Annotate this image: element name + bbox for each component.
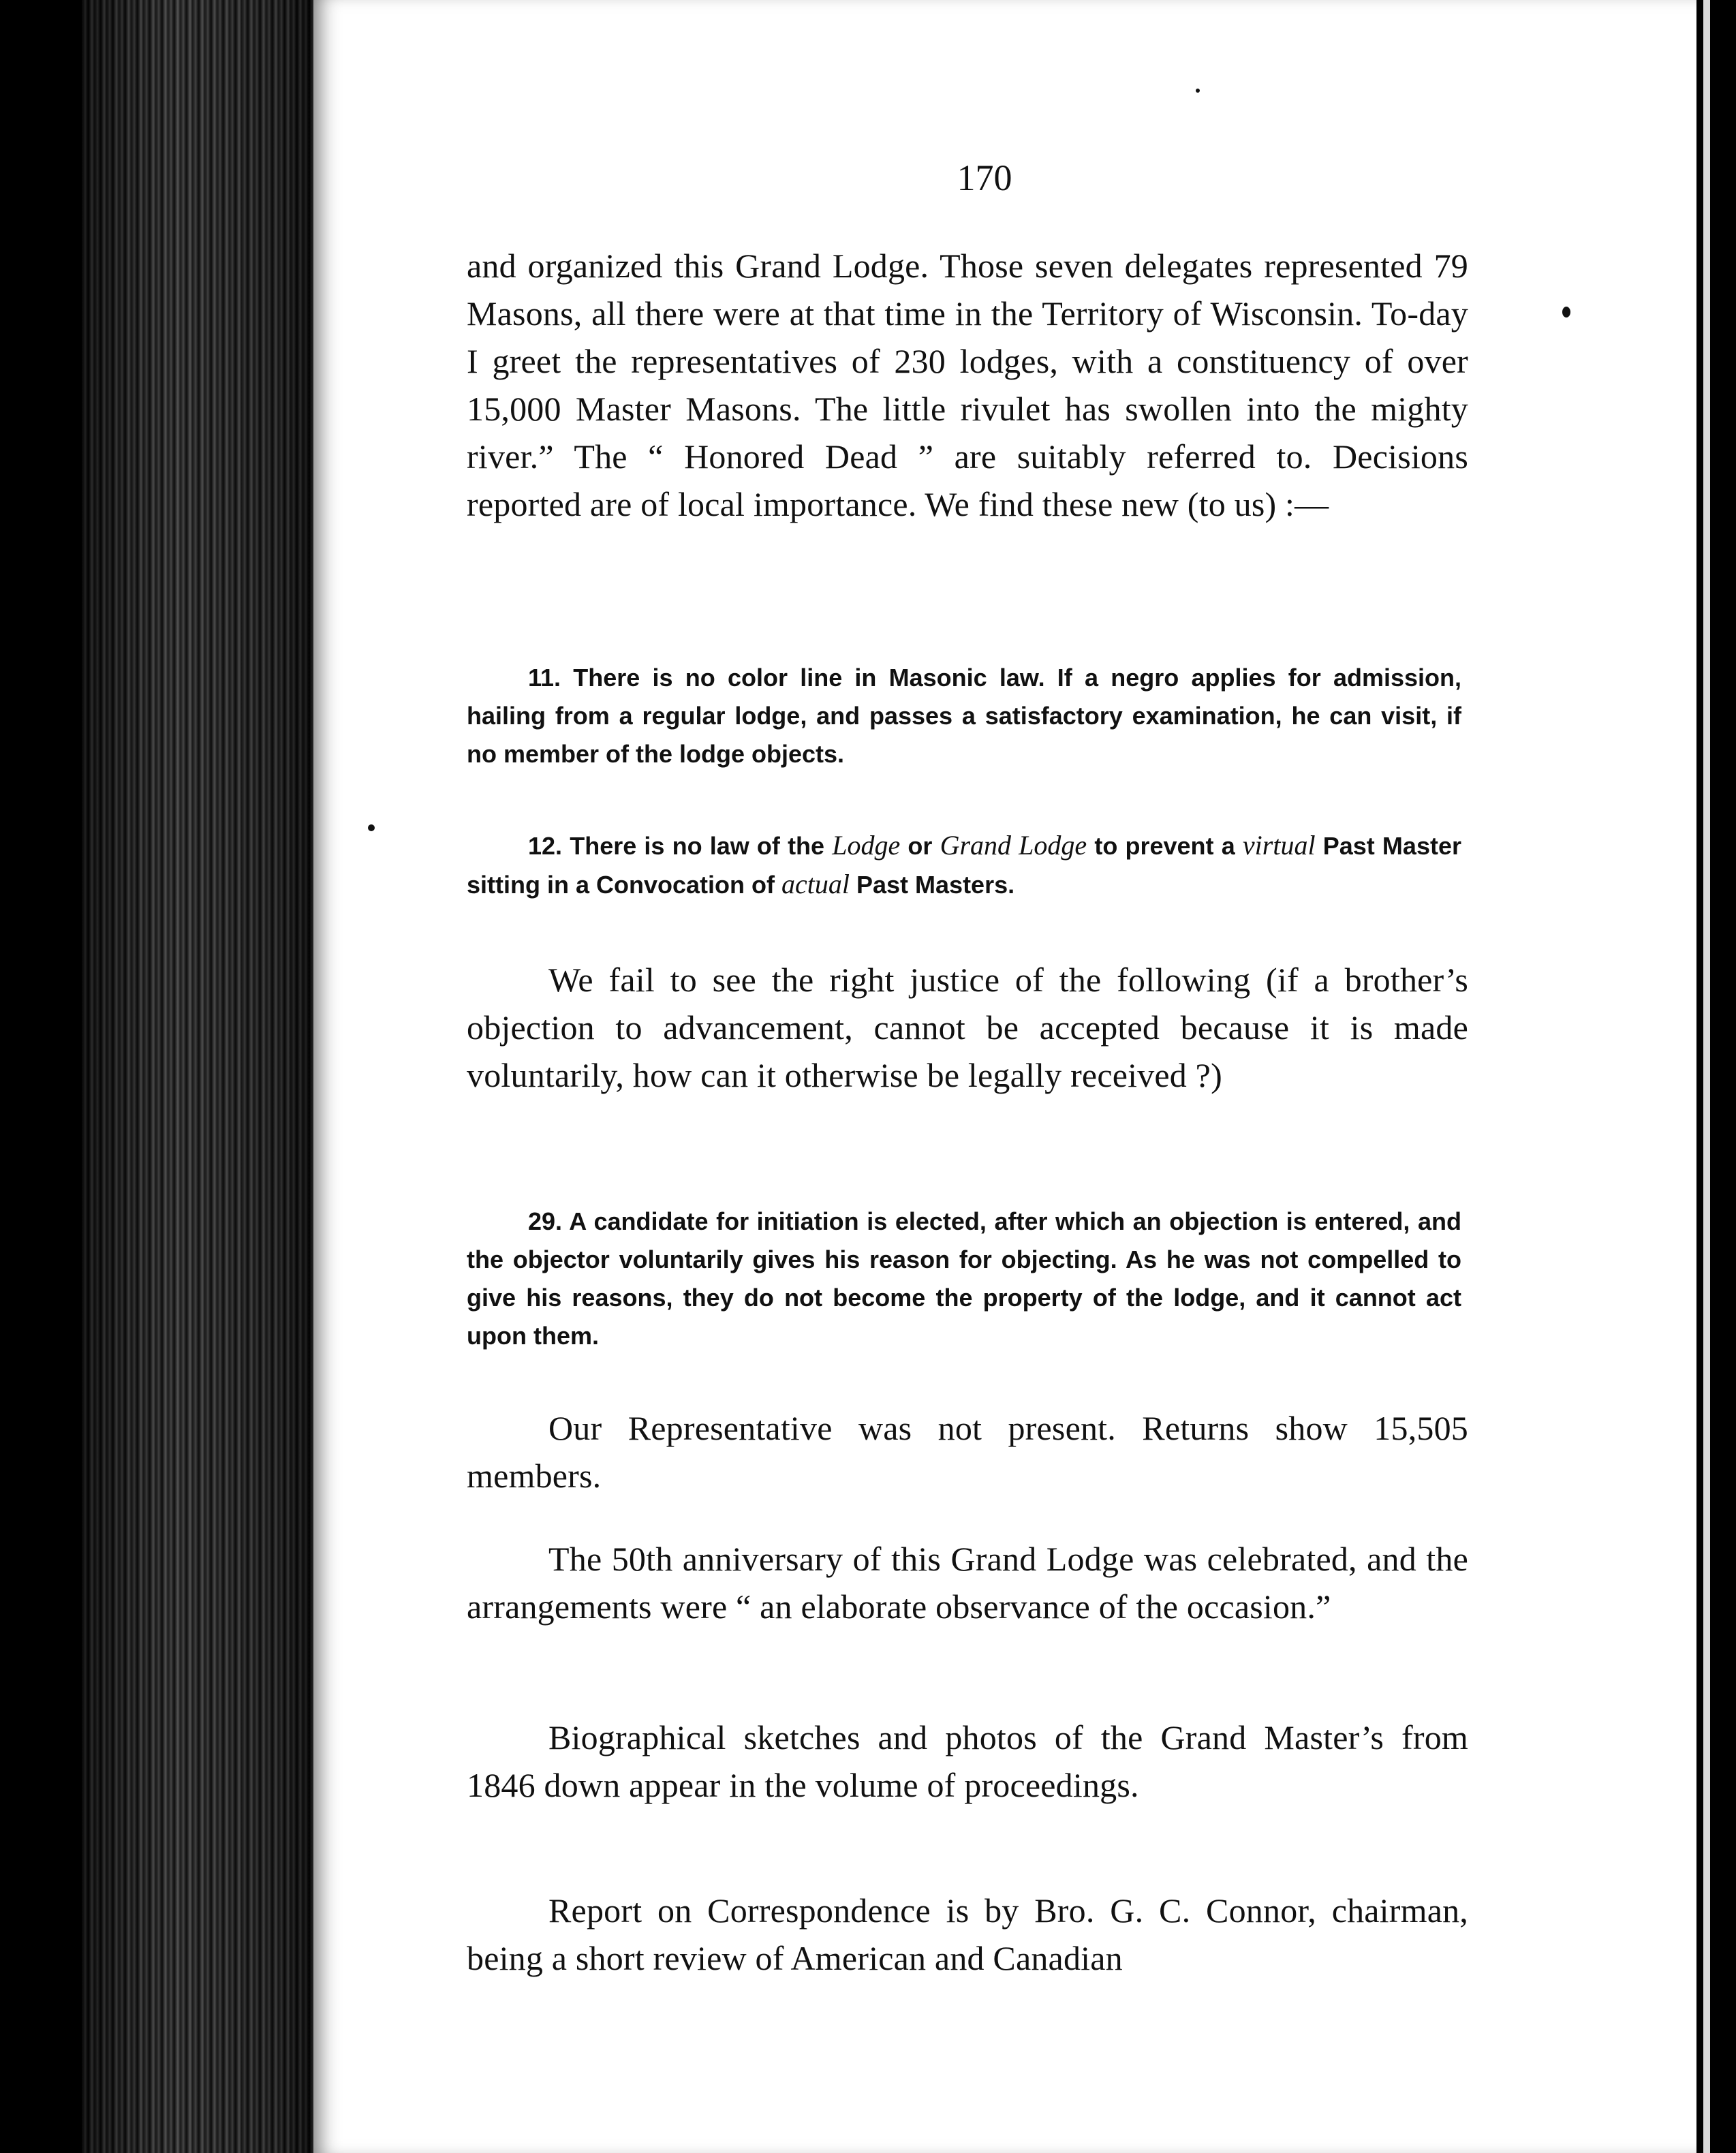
book-page: [313, 0, 1696, 2153]
page-number: 170: [957, 157, 1012, 198]
scan-speck: [1562, 307, 1570, 317]
decision-12-text-5: Past Masters.: [849, 871, 1015, 899]
decision-12-text-3: to prevent a: [1087, 832, 1243, 860]
scan-right-border: [1696, 0, 1736, 2153]
decision-29: 29. A candidate for initiation is elected, after which an objection is entered, and the objector voluntarily gives his reason for objecting. As he was not compelled to give his reasons, they do not become the property of the lodge, and it cannot act upon them.: [467, 1207, 1461, 1350]
decision-12: [467, 826, 1468, 904]
scan-speck: [1196, 89, 1200, 93]
paragraph-report-on-correspondence: Report on Correspondence is by Bro. G. C. Connor, chairman, being a short review of American and Canadian: [467, 1891, 1468, 1977]
decision-12-em-grand-lodge: Grand Lodge: [940, 830, 1087, 861]
paragraph-representative: Our Representative was not present. Returns show 15,505 members.: [467, 1409, 1468, 1495]
decision-12-em-actual: actual: [781, 869, 850, 899]
scan-speck: [368, 824, 375, 831]
paragraph-biographical-sketches: Biographical sketches and photos of the Grand Master’s from 1846 down appear in the volume of proceedings.: [467, 1718, 1468, 1804]
scan-background: [0, 0, 82, 2153]
decision-11: 11. There is no color line in Masonic law. If a negro applies for admission, hailing from a regular lodge, and passes a satisfactory examination, he can visit, if no member of the lodge objects.: [467, 664, 1461, 768]
decision-12-em-lodge: Lodge: [832, 830, 901, 861]
paragraph-organized-grand-lodge: and organized this Grand Lodge. Those seven delegates represented 79 Masons, all there were at that time in the Territory of Wisconsin. To-day I greet the representatives of 230 lodges, with a constituency of over 15,000 Master Masons. The little rivulet has swollen into the mighty river.” The “ Honored Dead ” are suitably referred to. Decisions reported are of local importance. We find these new (to us) :—: [467, 247, 1468, 523]
decision-12-em-virtual: virtual: [1242, 830, 1316, 861]
decision-12-text-4: Past Master sitting in a Convocation of: [467, 832, 1461, 899]
decision-12-text-1: 12. There is no law of the: [528, 832, 833, 860]
book-page-edges: [82, 0, 313, 2153]
paragraph-right-justice: We fail to see the right justice of the following (if a brother’s objection to advancement, cannot be accepted because it is made voluntarily, how can it otherwise be legally received ?): [467, 961, 1468, 1094]
decision-12-text-2: or: [900, 832, 940, 860]
paragraph-50th-anniversary: The 50th anniversary of this Grand Lodge was celebrated, and the arrangements were “ an elaborate observance of the occasion.”: [467, 1540, 1468, 1626]
